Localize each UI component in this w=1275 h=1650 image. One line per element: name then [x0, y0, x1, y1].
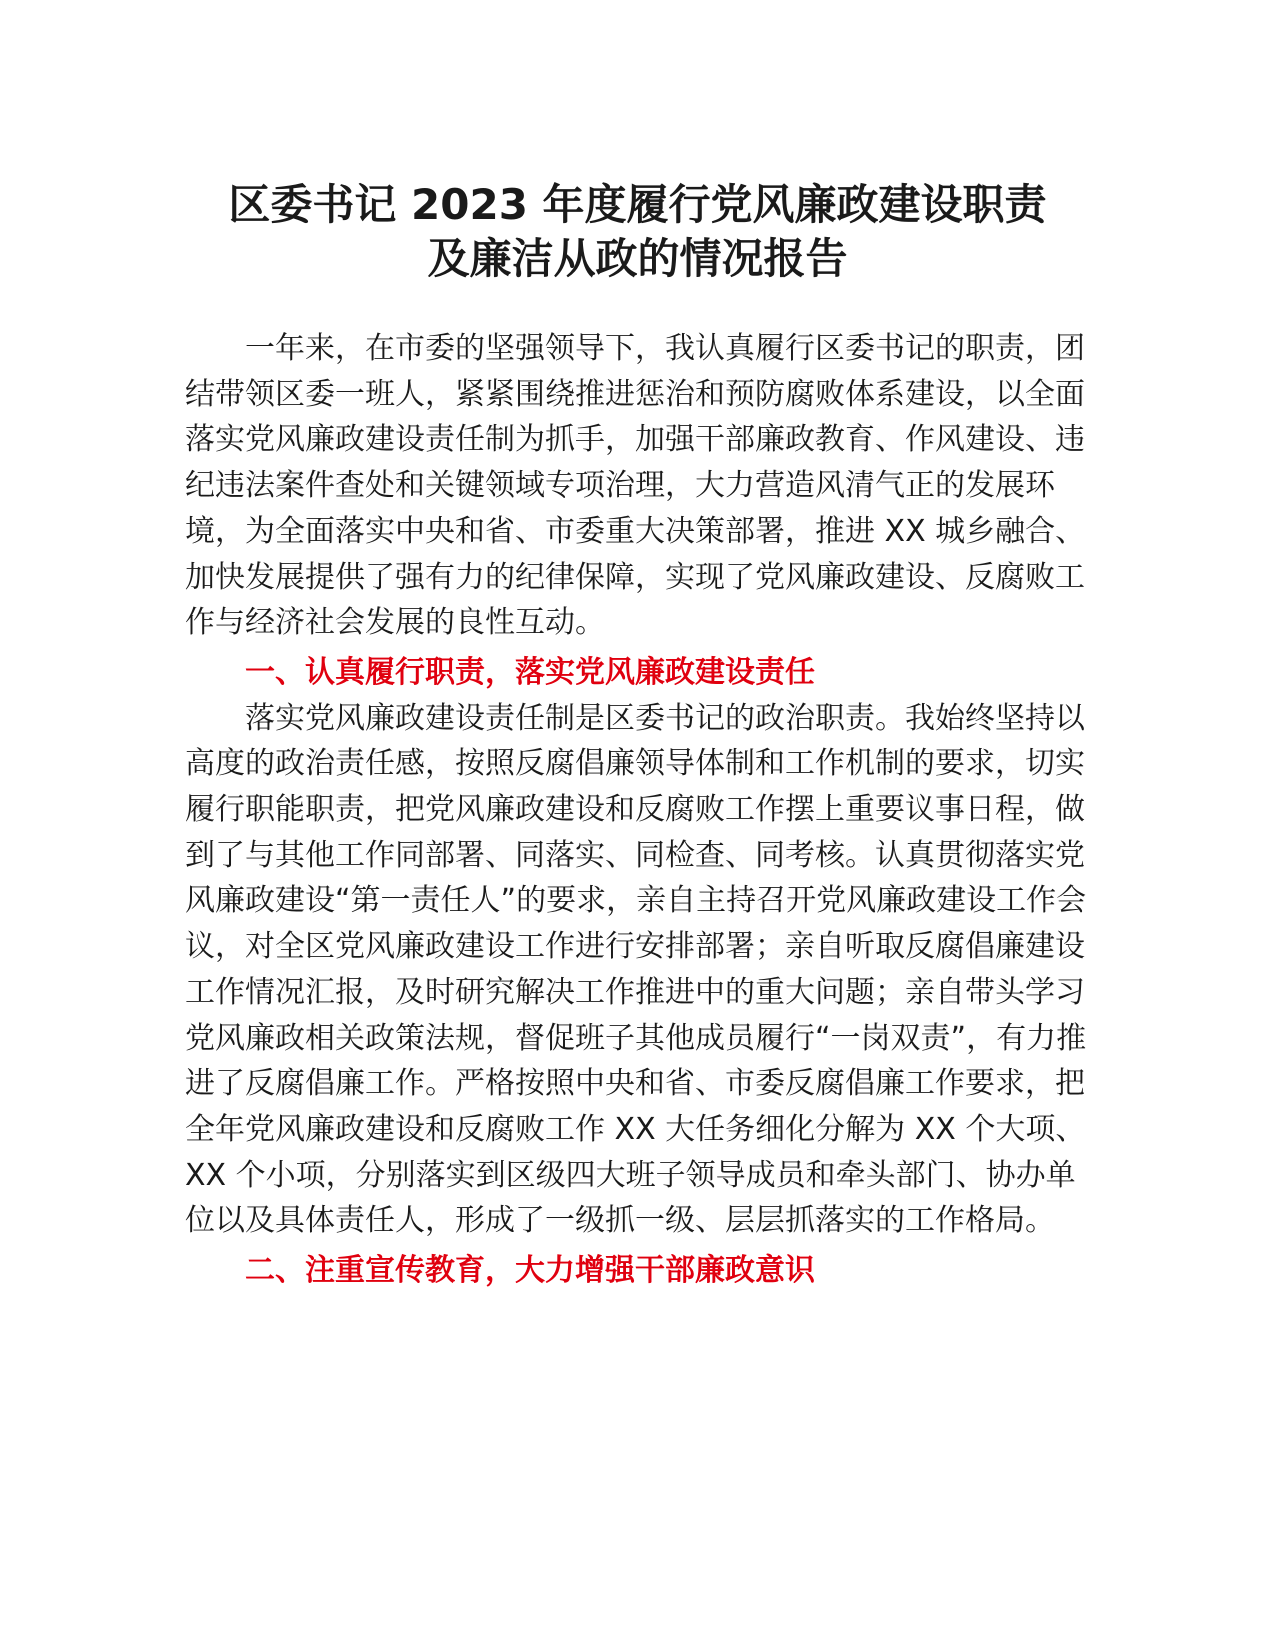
document-title	[185, 178, 1090, 286]
intro-paragraph: 一年来，在市委的坚强领导下，我认真履行区委书记的职责，团结带领区委一班人，紧紧围绕推进惩治和预防腐败体系建设，以全面落实党风廉政建设责任制为抓手，加强干部廉政教育、作风建设、违纪违法案件查处和关键领域专项治理，大力营造风清气正的发展环境，为全面落实中央和省、市委重大决策部署，推进 XX 城乡融合、加快发展提供了强有力的纪律保障，实现了党风廉政建设、反腐败工作与经济社会发展的良性互动。	[185, 331, 1086, 641]
document-page	[185, 178, 1090, 1294]
title-line-1: 区委书记 2023 年度履行党风廉政建设职责	[228, 180, 1047, 229]
section-1-heading: 一、认真履行职责，落实党风廉政建设责任	[245, 654, 815, 690]
section-1-paragraph: 落实党风廉政建设责任制是区委书记的政治职责。我始终坚持以高度的政治责任感，按照反腐倡廉领导体制和工作机制的要求，切实履行职能职责，把党风廉政建设和反腐败工作摆上重要议事日程，做到了与其他工作同部署、同落实、同检查、同考核。认真贯彻落实党风廉政建设“第一责任人”的要求，亲自主持召开党风廉政建设工作会议，对全区党风廉政建设工作进行安排部署；亲自听取反腐倡廉建设工作情况汇报，及时研究解决工作推进中的重大问题；亲自带头学习党风廉政相关政策法规，督促班子其他成员履行“一岗双责”，有力推进了反腐倡廉工作。严格按照中央和省、市委反腐倡廉工作要求，把全年党风廉政建设和反腐败工作 XX 大任务细化分解为 XX 个大项、XX 个小项，分别落实到区级四大班子领导成员和牵头部门、协办单位以及具体责任人，形成了一级抓一级、层层抓落实的工作格局。	[185, 700, 1087, 1239]
title-line-2: 及廉洁从政的情况报告	[427, 234, 848, 283]
section-2-heading: 二、注重宣传教育，大力增强干部廉政意识	[245, 1253, 815, 1289]
